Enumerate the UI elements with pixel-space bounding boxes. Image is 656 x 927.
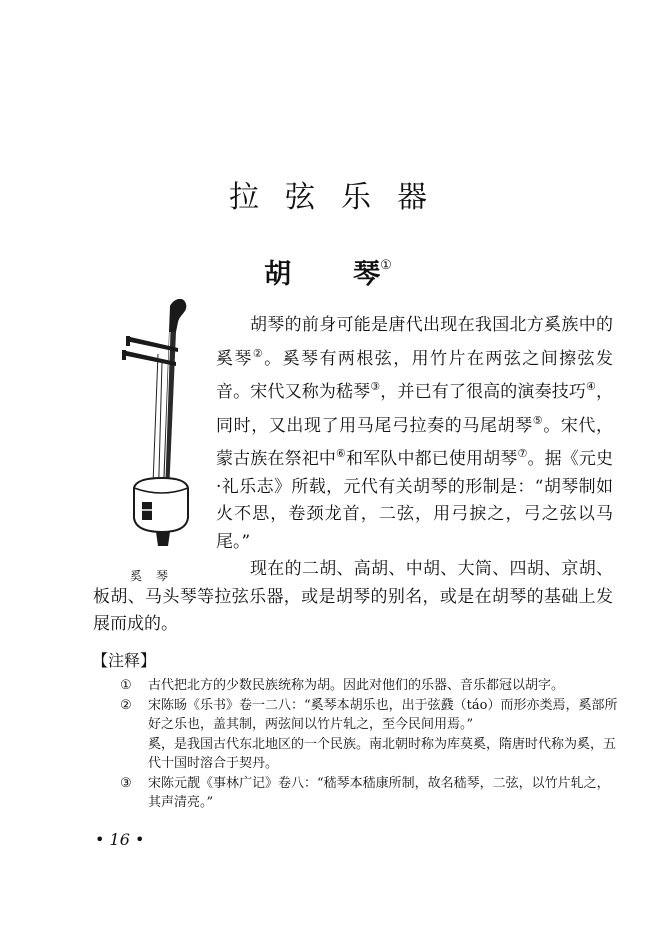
- note-text: 宋陈元靓《事林广记》卷八：“嵇琴本嵇康所制，故名嵇琴，二弦，以竹片轧之，其声清亮。”: [148, 775, 610, 810]
- section-title: [0, 252, 656, 291]
- note-item: [120, 696, 620, 735]
- paragraph-1-text: 。宋代，蒙古族在祭祀中: [216, 415, 614, 469]
- paragraph-1-text: 和军队中都已使用胡琴: [346, 449, 518, 469]
- note-number: [120, 735, 148, 774]
- note-ref: ②: [252, 346, 265, 360]
- paragraph-1-text: ，同时，又出现了用马尾弓拉奏的马尾胡琴: [216, 382, 614, 436]
- figure-caption: 奚琴: [130, 569, 183, 583]
- note-ref: ⑤: [532, 413, 544, 427]
- notes-heading: 【注释】: [92, 651, 157, 670]
- note-text: 宋陈旸《乐书》卷一二八：“奚琴本胡乐也，出于弦鼗（táo）而形亦类焉，奚部所好之乐也，盖其制，两弦间以竹片轧之，至今民间用焉。”: [148, 697, 618, 732]
- paragraph-1-text: ，并已有了很高的演奏技巧: [380, 382, 586, 402]
- paragraph-1-text: 胡琴的前身可能是唐代出现在我国北方奚族中的奚琴: [216, 315, 613, 369]
- note-number: ②: [120, 697, 132, 713]
- notes-list: [120, 676, 620, 813]
- note-item: [120, 774, 620, 813]
- section-title-part2: 琴: [353, 259, 381, 290]
- paragraph-1: [93, 312, 613, 556]
- note-ref: ④: [586, 380, 597, 393]
- page-number: • 16 •: [95, 830, 145, 849]
- note-ref: ⑥: [336, 447, 347, 460]
- section-note-mark: ①: [380, 258, 392, 273]
- body-text: [93, 312, 613, 639]
- note-ref: ⑦: [517, 447, 528, 460]
- note-ref: ③: [370, 380, 381, 393]
- section-title-part1: 胡: [264, 259, 292, 290]
- paragraph-1-text: 。据《元史·礼乐志》所载，元代有关胡琴的形制是：“胡琴制如火不思，卷颈龙首，二弦，用弓捩之，弓之弦以马尾。”: [216, 449, 614, 552]
- chapter-title: 拉弦乐器: [229, 180, 453, 215]
- note-number: ③: [120, 775, 132, 791]
- note-item: [120, 735, 620, 774]
- paragraph-1-text: 。奚琴有两根弦，用竹片在两弦之间擦弦发音。宋代又称为嵇琴: [216, 348, 613, 402]
- note-text: 奚，是我国古代东北地区的一个民族。南北朝时称为库莫奚，隋唐时代称为奚，五代十国时溶合于契丹。: [148, 736, 617, 771]
- note-text: 古代把北方的少数民族统称为胡。因此对他们的乐器、音乐都冠以胡字。: [148, 678, 565, 693]
- paragraph-2: [93, 556, 613, 639]
- note-item: [120, 676, 620, 696]
- paragraph-2-text: 现在的二胡、高胡、中胡、大筒、四胡、京胡、板胡、马头琴等拉弦乐器，或是胡琴的别名，或是在胡琴的基础上发展而成的。: [93, 559, 613, 634]
- note-number: ①: [120, 678, 132, 693]
